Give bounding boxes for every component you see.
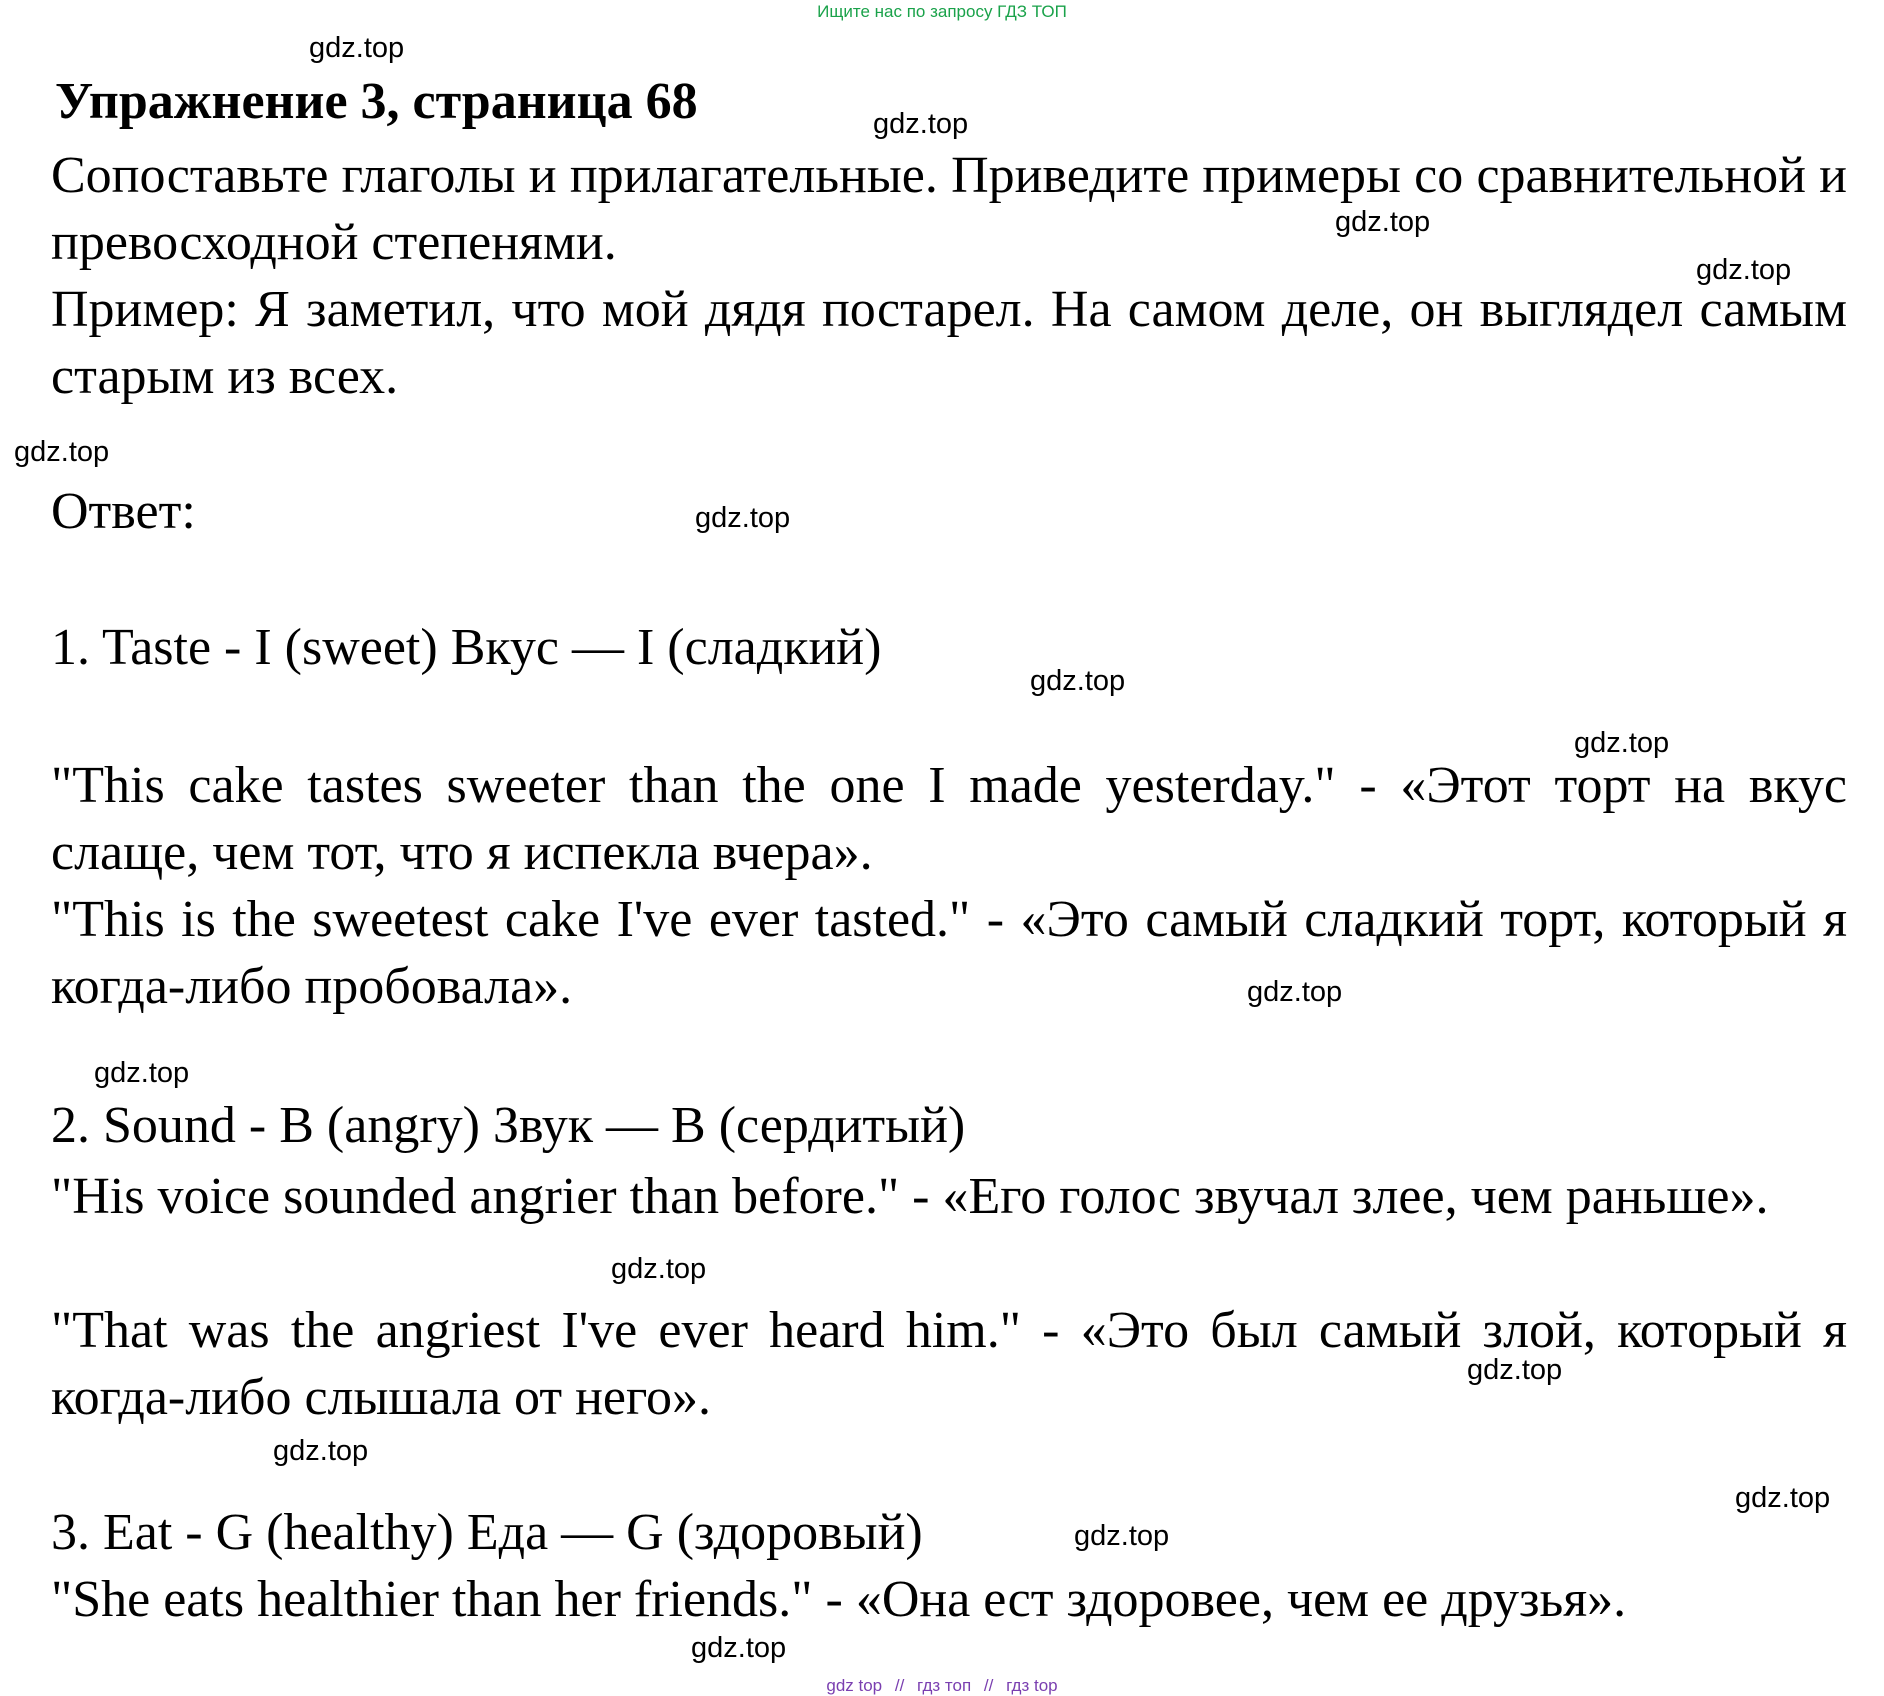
page-title: Упражнение 3, страница 68 bbox=[55, 73, 698, 130]
watermark: gdz.top bbox=[1696, 254, 1792, 286]
item-2-example-1: "His voice sounded angrier than before." - «Его голос звучал злее, чем раньше». bbox=[51, 1168, 1769, 1225]
watermark: gdz.top bbox=[873, 108, 969, 140]
watermark: gdz.top bbox=[1247, 976, 1343, 1008]
watermark: gdz.top bbox=[691, 1632, 787, 1664]
watermark: gdz.top bbox=[1467, 1354, 1563, 1386]
watermark: gdz.top bbox=[309, 32, 405, 64]
item-2-example-2: "That was the angriest I've ever heard him." - «Это был самый злой, который я когда-либо слышала от него». bbox=[51, 1302, 1847, 1426]
top-banner[interactable]: Ищите нас по запросу ГДЗ ТОП bbox=[817, 2, 1067, 21]
bottom-banner[interactable] bbox=[0, 1676, 1884, 1696]
watermark: gdz.top bbox=[1574, 727, 1670, 759]
item-1-example-1: "This cake tastes sweeter than the one I made yesterday." - «Этот торт на вкус слаще, чем тот, что я испекла вчера». bbox=[51, 757, 1847, 881]
item-1-example-2: "This is the sweetest cake I've ever tasted." - «Это самый сладкий торт, который я когда-либо пробовала». bbox=[51, 891, 1847, 1015]
watermark: gdz.top bbox=[273, 1435, 369, 1467]
item-3-example-1: "She eats healthier than her friends." - «Она ест здоровее, чем ее друзья». bbox=[51, 1571, 1627, 1628]
item-3-heading: 3. Eat - G (healthy) Еда — G (здоровый) bbox=[51, 1504, 923, 1561]
bottom-link-3[interactable]: гдз top bbox=[1006, 1676, 1058, 1695]
watermark: gdz.top bbox=[94, 1057, 190, 1089]
watermark: gdz.top bbox=[1074, 1520, 1170, 1552]
watermark: gdz.top bbox=[1735, 1482, 1831, 1514]
bottom-link-1[interactable]: gdz top bbox=[826, 1676, 883, 1695]
watermark: gdz.top bbox=[1335, 206, 1431, 238]
watermark: gdz.top bbox=[1030, 665, 1126, 697]
bottom-separator: // bbox=[983, 1676, 994, 1695]
bottom-link-2[interactable]: гдз топ bbox=[917, 1676, 972, 1695]
item-1-heading: 1. Taste - I (sweet) Вкус — I (сладкий) bbox=[51, 619, 882, 676]
watermark: gdz.top bbox=[695, 502, 791, 534]
watermark: gdz.top bbox=[14, 436, 110, 468]
example-text: Пример: Я заметил, что мой дядя постарел. На самом деле, он выглядел самым старым из всех. bbox=[51, 281, 1847, 405]
task-text: Сопоставьте глаголы и прилагательные. Приведите примеры со сравнительной и превосходной степенями. bbox=[51, 147, 1847, 271]
answer-label: Ответ: bbox=[51, 483, 196, 540]
watermark: gdz.top bbox=[611, 1253, 707, 1285]
bottom-separator: // bbox=[894, 1676, 905, 1695]
item-2-heading: 2. Sound - B (angry) Звук — B (сердитый) bbox=[51, 1097, 966, 1154]
